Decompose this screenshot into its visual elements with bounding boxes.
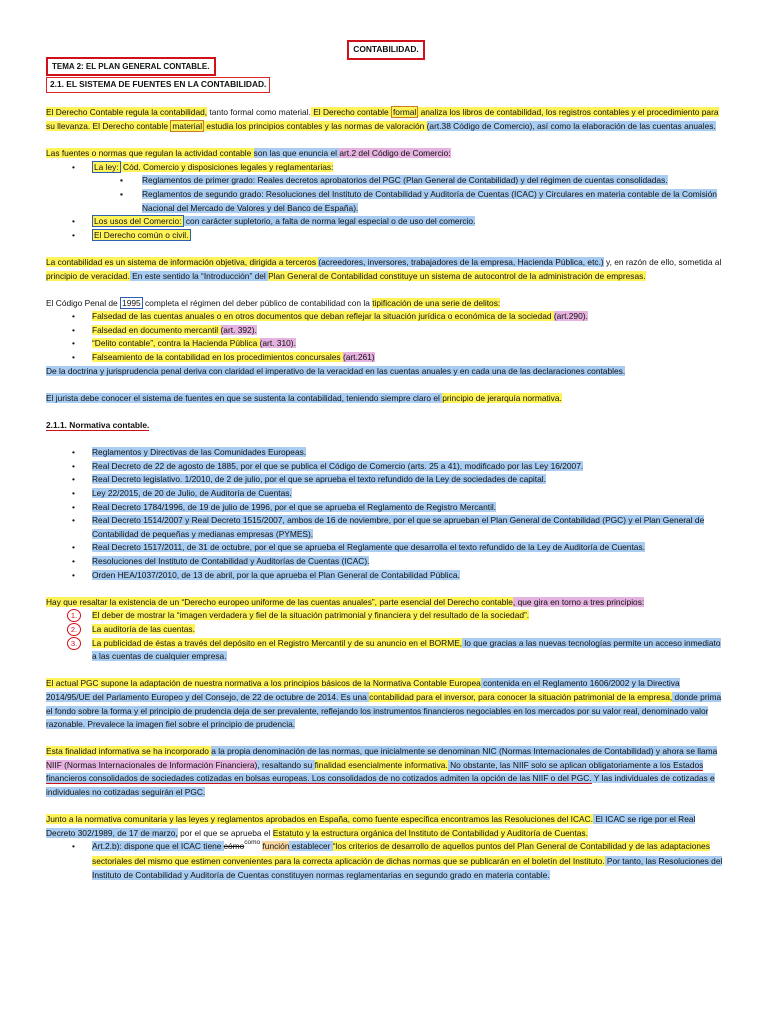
text-span: , que gira en torno a tres principios: [512,596,645,607]
text-span: NIIF (Normas Internacionales de Información Financiera) [46,759,258,770]
text-span: El jurista debe conocer el sistema de fuentes en que se sustenta la contabilidad, teniendo siempre claro el [46,392,443,403]
section-heading-row [46,77,726,93]
text-span: Real Decreto legislativo. 1/2010, de 2 de julio, por el que se aprueba el texto refundido de la Ley de sociedades de capital. [92,474,546,485]
paragraph-derecho-contable [46,106,726,133]
fuentes-list-cont [46,215,726,242]
text-span: Estatuto y la estructura orgánica del Instituto de Contabilidad y Auditoría de Cuentas. [272,827,588,838]
text-span: Falseamiento de la contabilidad en los procedimientos concursales [92,352,343,363]
list-item [92,337,726,351]
label-usos: Los usos del Comercio: [94,216,182,227]
paragraph-derecho-europeo [46,596,726,610]
list-number: 2. [67,623,81,636]
list-item [92,324,726,338]
label-ley: La ley: [94,161,119,172]
text-span: Las fuentes o normas que regulan la actividad contable [46,148,254,159]
text-span: con carácter supletorio, a falta de norma legal especial o de uso del comercio. [183,216,476,227]
list-item [92,310,726,324]
text-span: El Código Penal de [46,297,121,308]
subsection-heading [46,419,726,433]
list-item [70,637,726,664]
principios-list [46,609,726,663]
text-span: La contabilidad es un sistema de información objetiva, dirigida a terceros [46,256,319,267]
handwritten-correction: como [244,839,261,847]
text-span: Falsedad en documento mercantil [92,324,221,335]
text-span: (art. 310). [259,338,296,349]
list-item [92,229,726,243]
text-span: son las que enuncia el [253,148,340,159]
list-item [142,188,726,215]
text-span: El ICAC se rige por el Real Decreto 302/1989, de 17 de marzo, [46,814,696,838]
paragraph-icac [46,813,726,840]
text-span: Orden HEA/1037/2010, de 13 de abril, por la que aprueba el Plan General de Contabilidad Pública. [92,569,460,580]
text-span: En este sentido la “Introducción” del [129,270,269,281]
text-span: función [262,841,290,852]
paragraph-pgc [46,677,726,731]
keyword-formal: formal [392,107,417,118]
text-span: Real Decreto 1517/2011, de 31 de octubre, por el que se aprueba el Reglamente que desarrolla el texto refundido de la Ley de Auditoría de Cuentas. [92,542,645,553]
paragraph-doctrina [46,365,726,379]
text-span: contabilidad para el inversor, para conocer la situación patrimonial de la empresa, [369,691,673,702]
paragraph-jurista [46,392,726,406]
text-span: (art. 392). [220,324,257,335]
list-item [92,446,726,460]
list-item [92,487,726,501]
text-span: Reglamentos de primer grado: [142,175,256,186]
text-span: a la propia denominación de las normas, que inicialmente se denominan NIC (Normas Internacionales de Contabilidad) y ahora se llama [211,746,718,757]
text-span: analiza los libros de contabilidad, los registros contables y el procedimiento para su llevanza. [46,107,719,131]
paragraph-sistema-informacion [46,256,726,283]
text-span: De la doctrina y jurisprudencia penal deriva con claridad el imperativo de la veracidad en las cuentas anuales y en cada una de las declaraciones contables. [46,365,626,376]
paragraph-codigo-penal [46,297,726,311]
text-span: Plan General de Contabilidad constituye un sistema de autocontrol de la administración de empresas. [268,270,646,281]
list-item [92,514,726,541]
text-span: El Derecho Contable regula la contabilidad, [46,107,208,118]
keyword-material: material [172,120,203,131]
list-item [92,473,726,487]
paragraph-fuentes [46,147,726,161]
icac-list [46,840,726,882]
list-item [70,609,726,623]
text-span: Resoluciones del Instituto de Contabilidad y Auditorías de Cuentas (ICAC). [92,555,370,566]
text-span: No obstante, las NIIF solo se aplican obligatoriamente a los Estados financieros consolidados de sociedades cotizadas en bolsas europeas. Los consolidados de no cotizados admiten la opción de las NIIF o del PGC. [46,759,704,784]
reglamentos-list [46,174,726,215]
list-item [92,501,726,515]
section-heading: 2.1. EL SISTEMA DE FUENTES EN LA CONTABILIDAD. [46,77,270,93]
text-span: Hay que resaltar la existencia de un “Derecho europeo uniforme de las cuentas anuales”, parte esencial del Derecho contable [46,596,513,607]
text-span: art.2 del Código de Comercio: [339,148,451,159]
text-span: Esta finalidad informativa se ha incorporado [46,746,212,757]
text-span: Falsedad de las cuentas anuales o en otros documentos que deban reflejar la situación jurídica o económica de la sociedad [92,311,554,322]
text-span: La publicidad de éstas a través del depósito en el Registro Mercantil y de su anuncio en el BORME, [92,637,463,648]
label-derecho-comun: El Derecho común o civil. [94,229,189,240]
text-span: Junto a la normativa comunitaria y las leyes y reglamentos aprobados en España, como fuente específica encontramos las Resoluciones del ICAC. [46,814,593,825]
paragraph-niif [46,745,726,799]
list-item [92,215,726,229]
list-item [92,351,726,365]
text-span: El actual PGC supone la adaptación de nuestra normativa a los principios básicos de la Normativa Contable Europea [46,678,481,689]
text-span: principio de jerarquía normativa. [442,392,562,403]
list-number: 3. [67,637,81,650]
list-item [92,541,726,555]
text-span: El Derecho contable [310,107,391,118]
tema-heading: TEMA 2: EL PLAN GENERAL CONTABLE. [46,57,216,77]
text-span: Reglamentos de segundo grado: [142,188,264,199]
text-span: donde prima el fondo sobre la forma y el principio de prudencia deja de ser prevalente, reflejando los instrumentos financieros negociables en los mercados por su valor real, denominado valor razonable. Prevalece la imagen fiel sobre el principio de prudencia. [46,691,722,730]
text-span: y, en razón de ello, sometida al [603,256,722,267]
text-span: completa el régimen del deber público de contabilidad con la [142,297,373,308]
text-span: principio de veracidad. [46,270,130,281]
text-span: El deber de mostrar la “imagen verdadera y fiel de la situación patrimonial y financiera y del resultado de la sociedad”. [92,610,530,621]
text-span: establecer [289,841,333,852]
text-span: tanto formal como material. [207,107,311,118]
list-item [92,555,726,569]
text-span: Real Decreto 1514/2007 y Real Decreto 1515/2007, ambos de 16 de noviembre, por el que se aprueban el Plan General de Contabilidad (PGC) y el Plan General de Contabilidad de pequeñas y medianas empresas (PYMES). [92,515,705,539]
list-item [92,460,726,474]
text-span: (art.290). [553,311,588,322]
text-span: estudia los principios contables y las normas de valoración [204,120,427,131]
struck-word: cómo [223,841,245,852]
fuentes-list [46,161,726,175]
text-span: por el que se aprueba el [177,827,273,838]
document-page [46,40,726,882]
text-span: (acreedores, inversores, trabajadores de la empresa, Hacienda Pública, etc.) [318,256,604,267]
text-span: Ley 22/2015, de 20 de Julio, de Auditoría de Cuentas. [92,488,292,498]
text-span: finalidad esencialmente informativa. [314,759,448,770]
text-span: contenida en el Reglamento 1606/2002 y la Directiva 2014/95/UE del Parlamento Europeo y del Consejo, de 22 de octubre de 2014. [46,678,680,702]
text-span: “Delito contable”, contra la Hacienda Pública [92,338,260,349]
text-span: , resaltando su [257,759,315,770]
text-span: (art.261) [342,352,375,363]
text-span: El Derecho contable [90,120,171,131]
text-span: Resoluciones del Instituto de Contabilidad y Auditoría de Cuentas (ICAC) y Circulares en materia contable de la Comisión Nacional del Mercado de Valores y del Banco de España). [142,188,717,213]
subsection-title: 2.1.1. Normativa contable. [46,420,150,431]
list-item [92,569,726,583]
document-title: CONTABILIDAD. [347,40,424,60]
list-item [142,174,726,188]
text-span: Es una [338,691,370,702]
list-item [70,623,726,637]
text-span: Real Decreto 1784/1996, de 19 de julio de 1996, por el que se aprueba el Reglamento de Registro Mercantil. [92,501,497,512]
text-span: “los criterios de desarrollo de aquellos puntos del Plan General de Contabilidad y de las adaptaciones sectoriales del mismo que estimen convenientes para la correcta aplicación de dichas normas que se publicarán en el boletín del Instituto. [92,841,710,867]
text-span: Cód. Comercio y disposiciones legales y reglamentarias: [120,161,334,172]
text-span: Reglamentos y Directivas de las Comunidades Europeas. [92,447,307,458]
list-item [92,840,726,882]
text-span: tipificación de una serie de delitos: [372,297,501,308]
list-item [92,161,726,175]
text-span: lo que gracias a las nuevas tecnologías permite un acceso inmediato a las cuentas de cualquier empresa. [92,637,721,662]
text-span: Y las individuales de cotizadas e individuales no cotizadas seguirán el PGC. [46,773,715,798]
text-span: Reales decretos aprobatorios del PGC (Plan General de Contabilidad) y del régimen de cuentas consolidadas. [255,175,668,186]
text-span: Por tanto, las Resoluciones del Instituto de Contabilidad y Auditoría de Cuentas constituyen normas reglamentarias en segundo grado en materia contable. [92,856,723,880]
year-1995: 1995 [122,297,141,308]
text-span: La auditoría de las cuentas. [92,623,195,634]
text-span: (art.38 Código de Comercio), así como la elaboración de las cuentas anuales. [426,120,716,131]
text-span: Art.2.b): dispone que el ICAC tiene [92,841,224,852]
delitos-list [46,310,726,364]
list-number: 1. [67,609,81,622]
normativa-list [46,446,726,582]
text-span: Real Decreto de 22 de agosto de 1885, por el que se publica el Código de Comercio (arts. 25 a 41), modificado por las Ley 16/2007. [92,460,584,471]
